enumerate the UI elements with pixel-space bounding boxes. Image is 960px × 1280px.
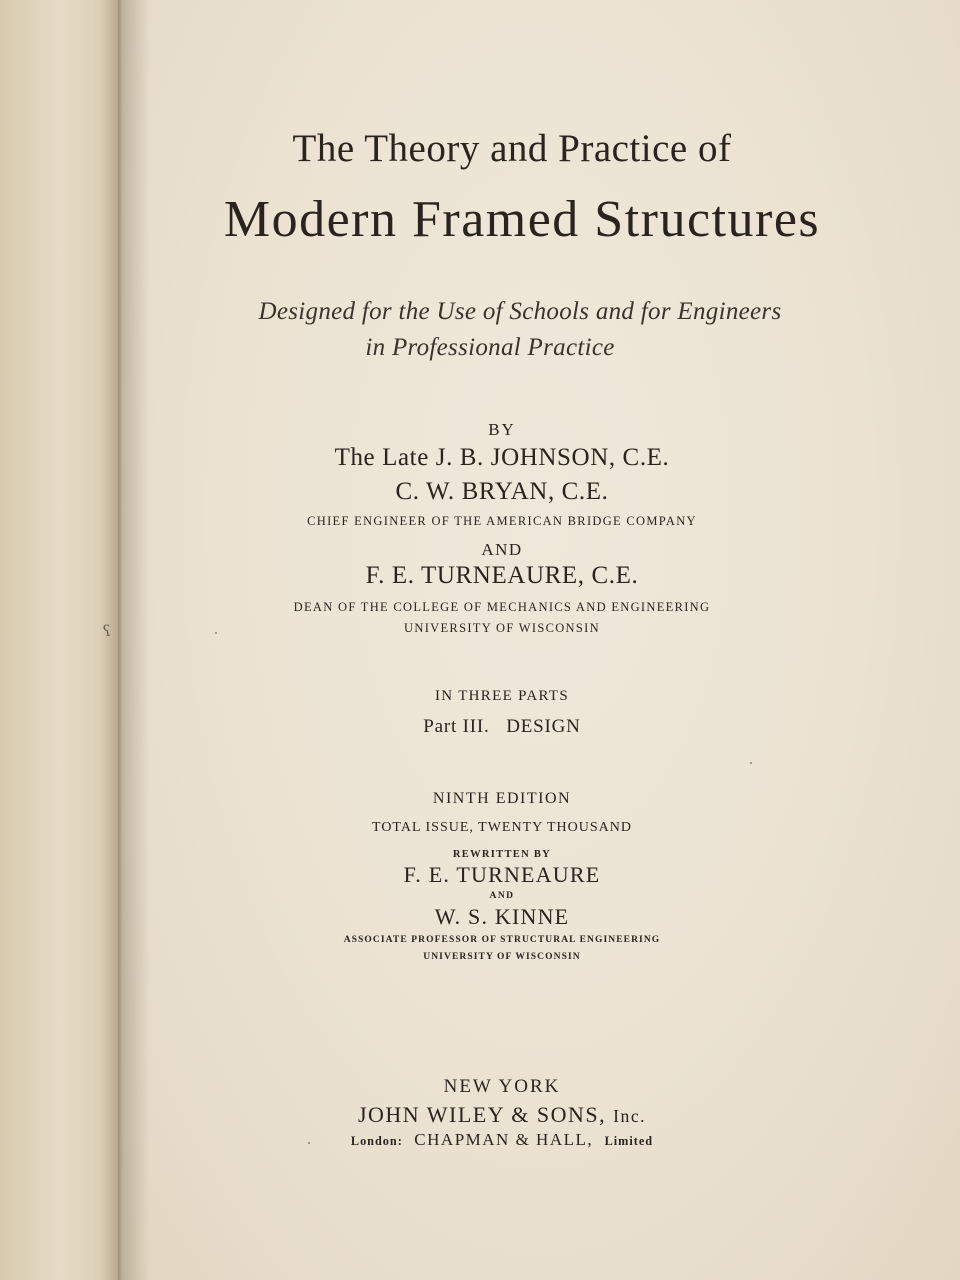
pencil-margin-mark: ʕ xyxy=(101,621,113,641)
author-turneaure-affiliation: UNIVERSITY OF WISCONSIN xyxy=(404,621,600,635)
paper-speck xyxy=(308,1142,310,1144)
subtitle-line-2: in Professional Practice xyxy=(365,334,615,361)
publisher-name xyxy=(112,1102,892,1128)
title-line-1: The Theory and Practice of xyxy=(292,127,732,170)
by-label: BY xyxy=(488,420,516,439)
total-issue: TOTAL ISSUE, TWENTY THOUSAND xyxy=(372,820,632,835)
london-label: London: xyxy=(350,1134,403,1148)
rewritten-by-label: REWRITTEN BY xyxy=(452,849,552,860)
subtitle-line-1: Designed for the Use of Schools and for Engineers xyxy=(258,298,782,325)
author-turneaure: F. E. TURNEAURE, C.E. xyxy=(365,562,639,589)
publisher-city: NEW YORK xyxy=(443,1076,561,1097)
and-label: AND xyxy=(481,540,523,559)
part-number: Part III. xyxy=(423,716,490,737)
reviser-kinne: W. S. KINNE xyxy=(434,904,570,929)
author-turneaure-role: DEAN OF THE COLLEGE OF MECHANICS AND ENGINEERING xyxy=(293,600,711,614)
london-suffix: Limited xyxy=(604,1134,654,1148)
edition-label: NINTH EDITION xyxy=(432,790,572,807)
part-name: DESIGN xyxy=(506,716,581,737)
paper-speck xyxy=(215,632,217,634)
reviser-kinne-affiliation: UNIVERSITY OF WISCONSIN xyxy=(423,952,581,962)
part-designation xyxy=(112,716,892,738)
reviser-turneaure: F. E. TURNEAURE xyxy=(403,862,601,887)
author-bryan: C. W. BRYAN, C.E. xyxy=(395,478,609,505)
paper-speck xyxy=(750,762,752,764)
author-johnson: The Late J. B. JOHNSON, C.E. xyxy=(334,444,670,471)
publisher-name-suffix: Inc. xyxy=(613,1106,647,1126)
london-imprint xyxy=(112,1130,892,1150)
facing-page xyxy=(0,0,118,1280)
parts-label: IN THREE PARTS xyxy=(435,688,569,704)
reviser-and-label: AND xyxy=(489,891,515,901)
author-bryan-role: CHIEF ENGINEER OF THE AMERICAN BRIDGE COMPANY xyxy=(307,514,697,528)
publisher-name-main: JOHN WILEY & SONS, xyxy=(357,1102,607,1127)
reviser-kinne-role: ASSOCIATE PROFESSOR OF STRUCTURAL ENGINEERING xyxy=(343,935,661,945)
london-publisher: CHAPMAN & HALL, xyxy=(414,1130,594,1149)
title-line-2: Modern Framed Structures xyxy=(223,191,821,248)
